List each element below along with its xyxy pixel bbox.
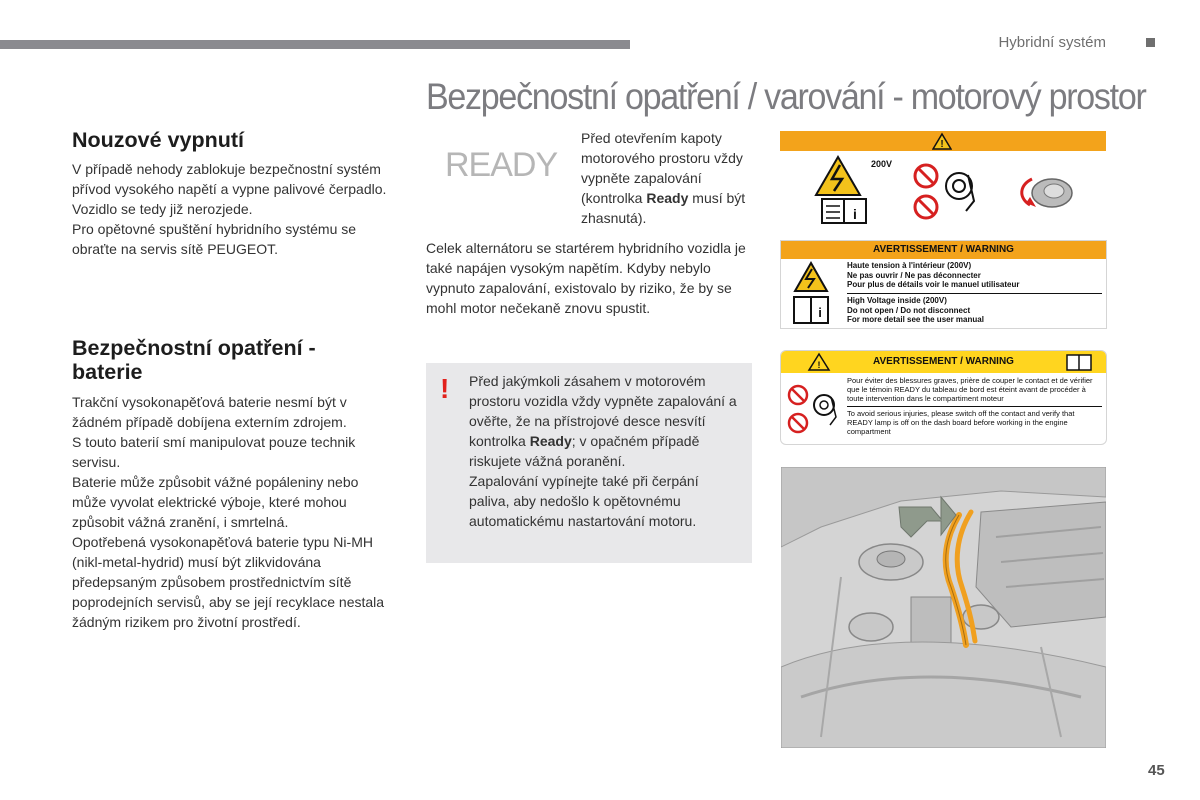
- label-voltage-text: 200V: [871, 159, 893, 169]
- label-french-text: Pour éviter des blessures graves, prière de couper le contact et de vérifier que le témoin READY du tableau de bord est éteint avant de procéder à toute intervention dans le compartiment moteur: [847, 376, 1093, 403]
- label-english-text: [847, 296, 1102, 325]
- label-line: Do not open / Do not disconnect: [847, 305, 971, 315]
- ready-logo: READY: [445, 146, 558, 184]
- section-body-battery-safety: [72, 392, 390, 632]
- intro-text: Před otevřením kapoty motorového prostoru vždy vypněte zapalování (kontrolka: [581, 130, 743, 206]
- label-line: Haute tension à l'intérieur (200V): [847, 261, 972, 270]
- label-header: AVERTISSEMENT / WARNING: [781, 351, 1106, 373]
- svg-text:!: !: [817, 360, 821, 370]
- intro-text-end: musí být zhasnutá).: [581, 190, 746, 226]
- section-body-emergency-shutdown: [72, 159, 390, 259]
- warning-paragraph-2: Zapalování vypínejte také při čerpání paliva, aby nedošlo k opětovnému automatickému nastartování motoru.: [469, 473, 699, 529]
- warning-text-part-end: ; v opačném případě riskujete vážná poranění.: [469, 433, 700, 469]
- header-square-marker: [1146, 38, 1155, 47]
- label-divider: [847, 406, 1102, 407]
- label-pictograms: [780, 151, 1106, 227]
- warning-triangle-icon: [932, 132, 952, 150]
- section-battery-safety: [72, 336, 390, 632]
- warning-text-part: Před jakýmkoli zásahem v motorovém prostoru vozidla vždy vypněte zapalování a ověřte, že na přístrojové desce nesvítí kontrolka: [469, 373, 737, 449]
- paragraph: Trakční vysokonapěťová baterie nesmí být v žádném případě dobíjena externím zdrojem.: [72, 394, 347, 430]
- label-divider: [847, 293, 1102, 294]
- warning-label-pictograms: [780, 131, 1106, 227]
- label-header-icons: [781, 351, 1106, 373]
- section-title-emergency-shutdown: Nouzové vypnutí: [72, 128, 245, 152]
- label-line: High Voltage inside (200V): [847, 296, 947, 305]
- hood-intro-text: [581, 128, 755, 228]
- svg-text:i: i: [818, 305, 822, 320]
- warning-exclamation-icon: !: [440, 373, 450, 404]
- warning-bold: Ready: [529, 433, 572, 449]
- paragraph: S touto baterií smí manipulovat pouze technik servisu.: [72, 434, 356, 470]
- label-orange-band: [780, 131, 1106, 151]
- page-number: 45: [1148, 762, 1165, 779]
- alternator-paragraph: Celek alternátoru se startérem hybridního vozidla je také napájen vysokým napětím. Kdyby nebylo vypnuto zapalování, existovalo by riziko, že by se mohl motor nečekaně znovu spustit.: [426, 240, 746, 316]
- label-prohibition-icons: [781, 373, 845, 444]
- intro-bold: Ready: [646, 190, 689, 206]
- label-line: Ne pas ouvrir / Ne pas déconnecter: [847, 270, 981, 280]
- label-line: For more detail see the user manual: [847, 315, 984, 324]
- paragraph: Baterie může způsobit vážné popáleniny nebo může vyvolat elektrické výboje, které mohou způsobit vážná zranění, i smrtelná.: [72, 474, 359, 530]
- warning-text: [469, 371, 739, 531]
- section-emergency-shutdown: [72, 128, 390, 259]
- label-english-text: To avoid serious injuries, please switch off the contact and verify that READY lamp is off on the dash board before working in the engine compartment: [847, 409, 1075, 436]
- warning-label-high-voltage: [780, 240, 1107, 329]
- label-line: Pour plus de détails voir le manuel utilisateur: [847, 280, 1020, 289]
- warning-label-ready-lamp: [780, 350, 1107, 445]
- svg-text:!: !: [940, 139, 944, 150]
- label-header: AVERTISSEMENT / WARNING: [781, 241, 1106, 259]
- svg-text:i: i: [853, 206, 857, 222]
- paragraph: Pro opětovné spuštění hybridního systému se obraťte na servis sítě PEUGEOT.: [72, 221, 357, 257]
- engine-compartment-photo: [781, 467, 1106, 748]
- label-french-text: [847, 261, 1102, 290]
- label-icons: [781, 259, 845, 328]
- paragraph: Opotřebená vysokonapěťová baterie typu Ni-MH (nikl-metal-hydrid) musí být zlikvidována předepsaným způsobem prostřednictvím sítě poprodejních servisů, aby se její recyklace nestala žádným rizikem pro životní prostředí.: [72, 534, 385, 630]
- page-title: Bezpečnostní opatření / varování - motorový prostor: [426, 76, 1146, 117]
- paragraph: V případě nehody zablokuje bezpečnostní systém přívod vysokého napětí a vypne palivové čerpadlo. Vozidlo se tedy již nerozjede.: [72, 161, 387, 217]
- section-title-battery-safety: Bezpečnostní opatření - baterie: [72, 336, 316, 384]
- header-section-title: Hybridní systém: [998, 34, 1106, 51]
- engine-compartment-illustration: [781, 467, 1106, 748]
- warning-paragraph: [469, 371, 739, 471]
- header-rule: [0, 40, 630, 49]
